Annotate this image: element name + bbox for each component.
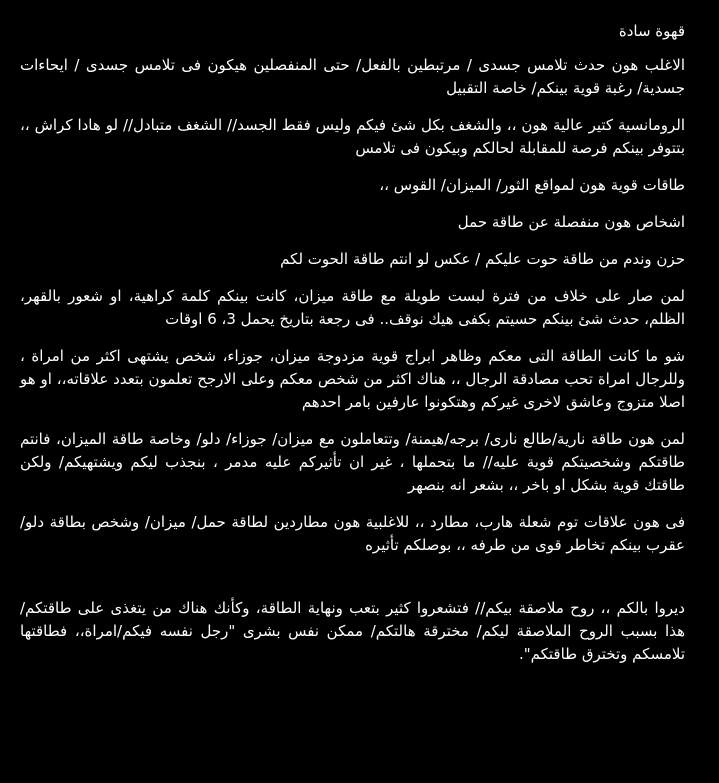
paragraph: طاقات قوية هون لمواقع الثور/ الميزان/ القوس ،، — [379, 176, 685, 194]
paragraph: حزن وندم من طاقة حوت عليكم / عكس لو انتم طاقة الحوت لكم — [280, 250, 685, 268]
document-body — [20, 20, 685, 680]
paragraph: لمن هون طاقة نارية/طالع نارى/ برجه/هيمنة/ وتتعاملون مع ميزان/ جوزاء/ دلو/ وخاصة طاقة الميزان، فانتم طاقتكم وشخصيتكم قوية عليه// ما بتحملها ، غير ان تأثيركم عليه مدمر ، بنجذب ليكم ويشتهيكم/ ولكن طاقتك قوية بشكل او باخر ،، بشعر انه بنصهر — [20, 430, 685, 494]
paragraph: الرومانسية كتير عالية هون ،، والشغف بكل شئ فيكم وليس فقط الجسد// الشغف متبادل// لو هادا كراش ،، بتتوفر بينكم فرصة للمقابلة لحالكم وبيكون فى تلامس — [20, 116, 685, 157]
closing-paragraph: ديروا بالكم ،، روح ملاصقة بيكم// فتشعروا كثير بتعب ونهاية الطاقة، وكأنك هناك من يتغذى على طاقتكم/ هذا بسبب الروح الملاصقة ليكم/ مخترقة هالتكم/ ممكن نفس بشرى "رجل نفسه فيكم/امراة،، فطاقتها تلامسكم وتخترق طاقتكم". — [20, 599, 685, 663]
paragraph: شو ما كانت الطاقة التى معكم وظاهر ابراج قوية مزدوجة ميزان، جوزاء، شخص يشتهى اكثر من امراة ، وللرجال امراة تحب مصادقة الرجال ،، هناك اكثر من شخص معكم وعلى الارجح تعلمون بتعدد علاقاته،، او هو اصلا متزوج وعاشق لاخرى غيركم وهتكونوا عارفين بامر احدهم — [20, 347, 685, 411]
paragraph: اشخاص هون منفصلة عن طاقة حمل — [457, 213, 685, 231]
paragraph: الاغلب هون حدث تلامس جسدى / مرتبطين بالفعل/ حتى المنفصلين هيكون فى تلامس جسدى / ايحاءات جسدية/ رغبة قوية بينكم/ خاصة التقبيل — [20, 56, 685, 97]
document-title: قهوة سادة — [618, 22, 685, 40]
paragraph: لمن صار على خلاف من فترة لبست طويلة مع طاقة ميزان، كانت بينكم كلمة كراهية، او شعور بالقهر، الظلم، حدث شئ بينكم حسيتم بكفى هيك نوقف.. فى رجعة بتاريخ يحمل 3، 6 اوقات — [20, 287, 685, 328]
paragraph: فى هون علاقات توم شعلة هارب، مطارد ،، للاغلبية هون مطاردين لطاقة حمل/ ميزان/ وشخص بطاقة دلو/ عقرب بينكم تخاطر قوى من طرفه ،، بوصلكم تأثيره — [20, 513, 685, 554]
